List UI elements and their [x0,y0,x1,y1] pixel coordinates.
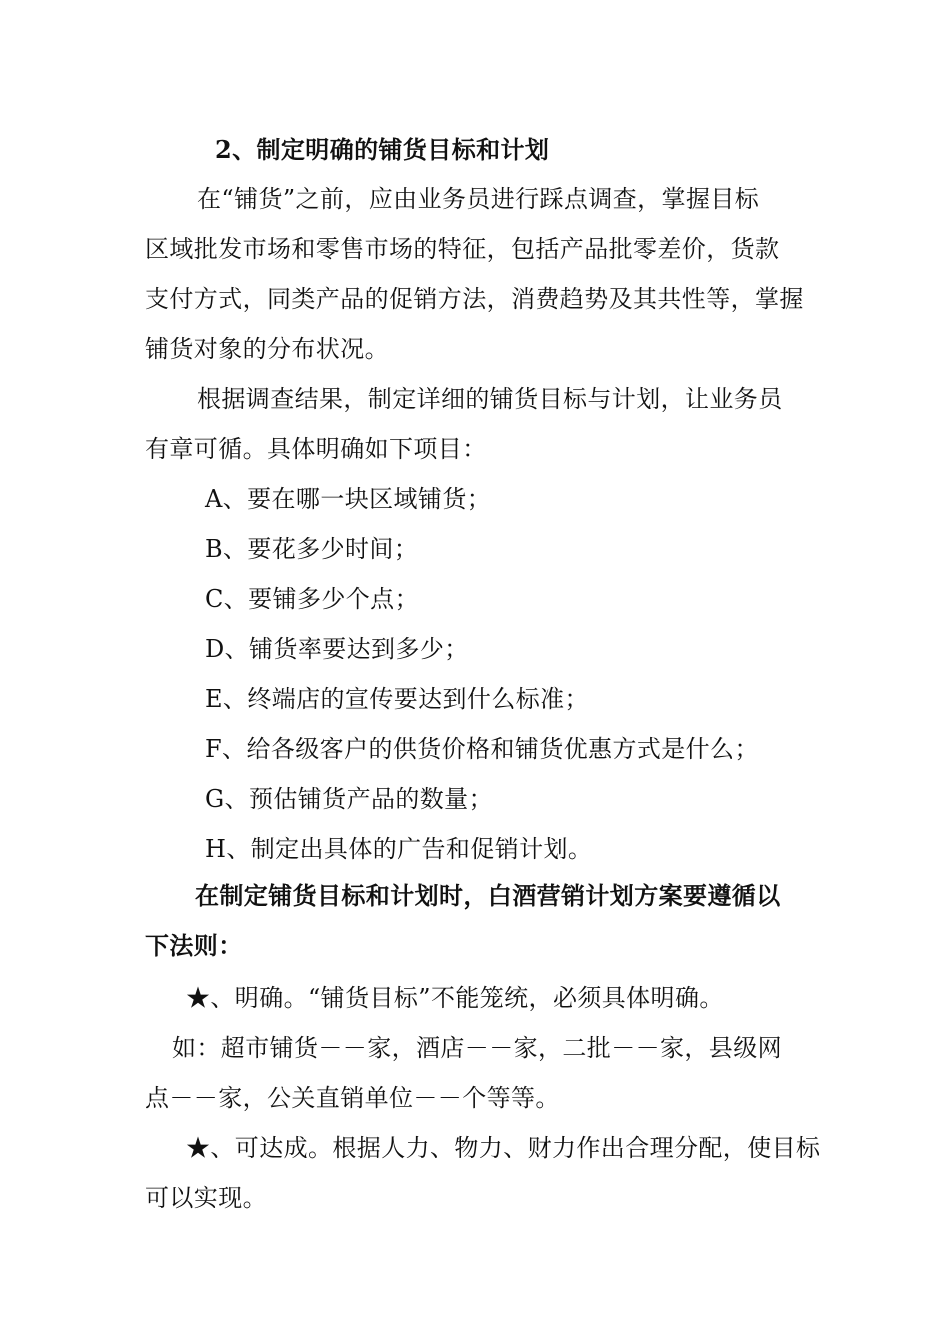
list-item: A、要在哪一块区域铺货； [205,485,492,513]
para1-line-1: 在“铺货”之前，应由业务员进行踩点调查，掌握目标 [197,185,760,213]
para2-line-1: 根据调查结果，制定详细的铺货目标与计划，让业务员 [197,385,783,413]
rule-1: ★、明确。“铺货目标”不能笼统，必须具体明确。 [186,984,724,1012]
list-item: G、预估铺货产品的数量； [205,785,493,813]
rule-2-line-2: 可以实现。 [145,1184,267,1212]
example-line-1: 如：超市铺货－－家，酒店－－家，二批－－家，县级网 [172,1034,782,1062]
list-item: F、给各级客户的供货价格和铺货优惠方式是什么； [205,735,759,763]
section-heading: 2、制定明确的铺货目标和计划 [215,135,550,164]
para2-line-2: 有章可循。具体明确如下项目： [145,435,487,463]
example-line-2: 点－－家，公关直销单位－－个等等。 [145,1084,560,1112]
bold-para-line-1: 在制定铺货目标和计划时，白酒营销计划方案要遵循以 [195,881,781,910]
para1-line-2: 区域批发市场和零售市场的特征，包括产品批零差价，货款 [145,235,780,263]
list-item: E、终端店的宣传要达到什么标准； [205,685,589,713]
rule-2-line-1: ★、可达成。根据人力、物力、财力作出合理分配，使目标 [186,1134,821,1162]
list-item: H、制定出具体的广告和促销计划。 [205,835,593,863]
list-item: D、铺货率要达到多少； [205,635,469,663]
bold-para-line-2: 下法则： [145,931,243,960]
para1-line-4: 铺货对象的分布状况。 [145,335,389,363]
para1-line-3: 支付方式，同类产品的促销方法，消费趋势及其共性等，掌握 [145,285,804,313]
list-item: C、要铺多少个点； [205,585,419,613]
list-item: B、要花多少时间； [205,535,419,563]
